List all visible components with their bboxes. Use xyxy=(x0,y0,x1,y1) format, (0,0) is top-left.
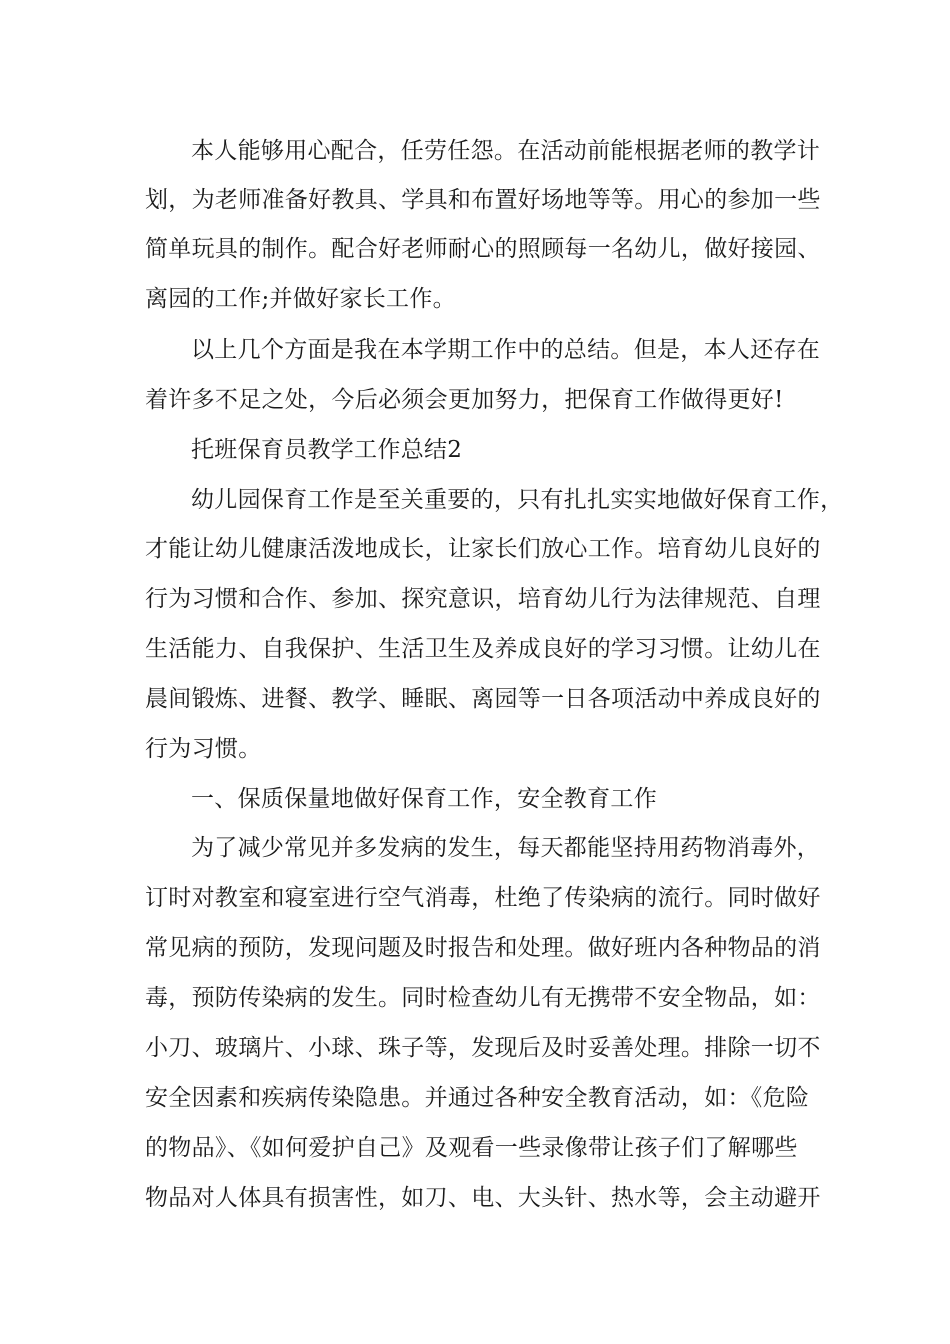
paragraph-line: 为了减少常见并多发病的发生，每天都能坚持用药物消毒外， xyxy=(191,835,821,861)
paragraph-line: 着许多不足之处，今后必须会更加努力，把保育工作做得更好! xyxy=(145,387,784,413)
paragraph-line: 幼儿园保育工作是至关重要的，只有扎扎实实地做好保育工作， xyxy=(191,487,844,513)
paragraph-line: 物品对人体具有损害性，如刀、电、大头针、热水等，会主动避开 xyxy=(145,1185,821,1211)
paragraph-line: 才能让幼儿健康活泼地成长，让家长们放心工作。培育幼儿良好的 xyxy=(145,536,821,562)
paragraph-line: 的物品》、《如何爱护自己》及观看一些录像带让孩子们了解哪些 xyxy=(145,1135,798,1161)
paragraph-line: 以上几个方面是我在本学期工作中的总结。但是，本人还存在 xyxy=(191,337,821,363)
paragraph-line: 安全因素和疾病传染隐患。并通过各种安全教育活动，如：《危险 xyxy=(145,1085,810,1111)
section-heading: 一、保质保量地做好保育工作，安全教育工作 xyxy=(191,786,657,812)
paragraph-line: 晨间锻炼、进餐、教学、睡眠、离园等一日各项活动中养成良好的 xyxy=(145,686,821,712)
paragraph-line: 本人能够用心配合，任劳任怨。在活动前能根据老师的教学计 xyxy=(191,138,821,164)
paragraph-line: 毒，预防传染病的发生。同时检查幼儿有无携带不安全物品，如： xyxy=(145,985,821,1011)
paragraph-line: 行为习惯和合作、参加、探究意识，培育幼儿行为法律规范、自理 xyxy=(145,586,821,612)
paragraph-line: 离园的工作;并做好家长工作。 xyxy=(145,286,456,312)
paragraph-line: 小刀、玻璃片、小球、珠子等，发现后及时妥善处理。排除一切不 xyxy=(145,1035,821,1061)
section-heading: 托班保育员教学工作总结2 xyxy=(191,437,463,463)
paragraph-line: 简单玩具的制作。配合好老师耐心的照顾每一名幼儿，做好接园、 xyxy=(145,236,821,262)
paragraph-line: 订时对教室和寝室进行空气消毒，杜绝了传染病的流行。同时做好 xyxy=(145,885,821,911)
paragraph-line: 行为习惯。 xyxy=(145,736,262,762)
paragraph-line: 划，为老师准备好教具、学具和布置好场地等等。用心的参加一些 xyxy=(145,187,821,213)
paragraph-line: 常见病的预防，发现问题及时报告和处理。做好班内各种物品的消 xyxy=(145,935,821,961)
paragraph-line: 生活能力、自我保护、生活卫生及养成良好的学习习惯。让幼儿在 xyxy=(145,636,821,662)
